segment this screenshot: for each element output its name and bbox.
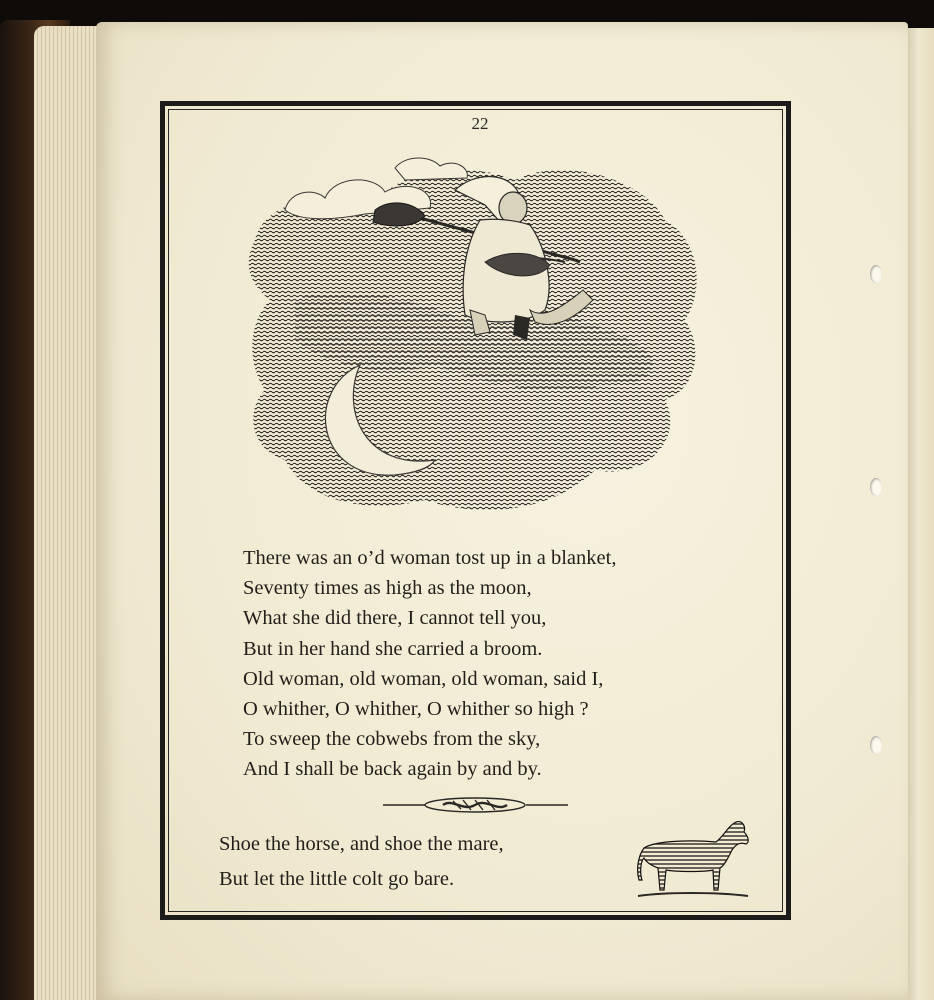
verse-line: And I shall be back again by and by. <box>243 758 542 781</box>
verse-line: There was an o’d woman tost up in a blanket, <box>243 547 617 569</box>
witch-on-broom-illustration <box>245 150 705 530</box>
facing-page-edge <box>908 28 934 1000</box>
cloud-mass <box>249 170 697 510</box>
verse-line: O whither, O whither, O whither so high ? <box>243 697 589 720</box>
verse-line: But in her hand she carried a broom. <box>243 637 543 660</box>
binding-hole <box>870 478 882 496</box>
verse-line: But let the little colt go bare. <box>219 868 455 890</box>
rhyme-old-woman <box>243 543 763 785</box>
verse-line: Shoe the horse, and shoe the mare, <box>219 833 504 855</box>
page-number: 22 <box>471 114 489 133</box>
verse-line: To sweep the cobwebs from the sky, <box>243 728 541 751</box>
divider-ornament-icon <box>383 794 568 816</box>
rhyme-shoe-the-horse <box>219 827 639 897</box>
horse-icon <box>636 818 754 902</box>
verse-line: What she did there, I cannot tell you, <box>243 607 547 630</box>
binding-hole <box>870 265 882 283</box>
verse-line: Seventy times as high as the moon, <box>243 577 532 600</box>
binding-hole <box>870 736 882 754</box>
verse-line: Old woman, old woman, old woman, said I, <box>243 667 604 690</box>
